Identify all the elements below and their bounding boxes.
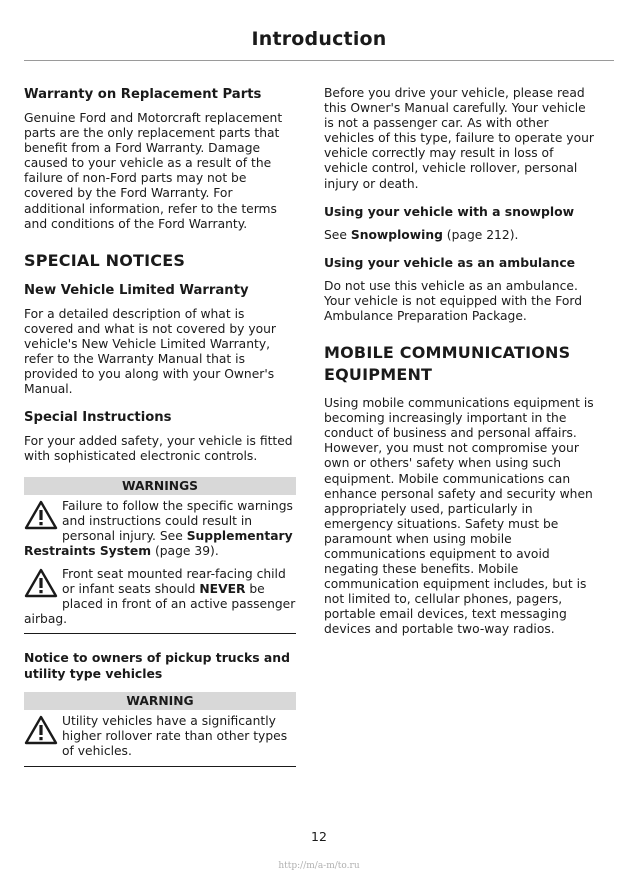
snowplow-page: (page 212). [442, 227, 519, 242]
warnings-bottom-rule [24, 633, 296, 634]
warning-bottom-rule [24, 766, 296, 767]
footer-url[interactable]: http://m/a-m/to.ru [278, 861, 360, 871]
snowplow-heading: Using your vehicle with a snowplow [324, 203, 575, 219]
warning-item [24, 567, 296, 627]
right-column [324, 86, 596, 650]
page-title: Introduction [251, 28, 387, 50]
supplementary-restraints-link[interactable]: Supplementary Restraints System [24, 528, 293, 558]
warnings-title: WARNINGS [24, 477, 296, 495]
warnings-box [24, 477, 296, 635]
mobile-communications-text: Using mobile communications equipment is becoming increasingly important in the conduct of business and personal affairs. However, you must not compromise your own or others' safety when using such equipment. Mobile communications can enhance personal safety and security when appropriately used, particularly in emergency situations. Safety must be paramount when using mobile communications equipment to avoid negating these benefits. Mobile communication equipment includes, but is not limited to, cellular phones, pagers, portable email devices, text messaging devices and portable two-way radios. [324, 396, 594, 637]
warranty-text: Genuine Ford and Motorcraft replacement parts are the only replacement parts that benefit from a Ford Warranty. Damage caused to your vehicle as a result of the failure of non-Ford parts may not be covered by the Ford Warranty. For additional information, refer to the terms and conditions of the Ford Warranty. [24, 111, 283, 231]
ambulance-heading: Using your vehicle as an ambulance [324, 254, 576, 270]
left-column [24, 86, 296, 783]
snowplowing-link[interactable]: Snowplowing [350, 227, 443, 242]
special-instructions-text: For your added safety, your vehicle is fitted with sophisticated electronic controls. [24, 434, 293, 464]
snowplow-text [324, 228, 596, 243]
warning-triangle-icon [24, 568, 58, 598]
ambulance-text: Do not use this vehicle as an ambulance. Your vehicle is not equipped with the Ford Ambulance Preparation Package. [324, 278, 583, 323]
nvlw-text: For a detailed description of what is covered and what is not covered by your vehicle's New Vehicle Limited Warranty, refer to the Warranty Manual that is provided to you along with your Owner's Manual. [24, 306, 276, 397]
warning-triangle-icon [24, 715, 58, 745]
warning-triangle-icon [24, 500, 58, 530]
intro-text: Before you drive your vehicle, please read this Owner's Manual carefully. Your vehicle is not a passenger car. As with other vehicles of this type, failure to operate your vehicle correctly may result in loss of vehicle control, vehicle rollover, personal injury or death. [324, 86, 594, 191]
special-instructions-heading: Special Instructions [24, 410, 172, 426]
snowplow-see: See [324, 227, 351, 242]
warning-item-text: Failure to follow the specific warnings and instructions could result in personal injury. See [62, 498, 293, 543]
warning-item [24, 714, 296, 759]
warning-item [24, 499, 296, 559]
warning-item-rest: be placed in front of an active passenger airbag. [24, 581, 296, 627]
warning-item-text: Front seat mounted rear-facing child or infant seats should [62, 566, 286, 596]
page-number: 12 [311, 829, 327, 844]
nvlw-heading: New Vehicle Limited Warranty [24, 282, 249, 298]
warning-item-page: (page 39). [151, 543, 219, 558]
pickup-notice-heading: Notice to owners of pickup trucks and utility type vehicles [24, 650, 290, 682]
mobile-communications-heading: MOBILE COMMUNICATIONS EQUIPMENT [324, 343, 571, 385]
special-notices-heading: SPECIAL NOTICES [24, 250, 186, 270]
warning-box [24, 692, 296, 766]
title-divider [24, 60, 614, 61]
never-emphasis: NEVER [199, 581, 246, 596]
warranty-heading: Warranty on Replacement Parts [24, 87, 262, 102]
warning-title: WARNING [24, 692, 296, 710]
warning-item-text: Utility vehicles have a significantly higher rollover rate than other types of vehicles. [62, 714, 288, 759]
